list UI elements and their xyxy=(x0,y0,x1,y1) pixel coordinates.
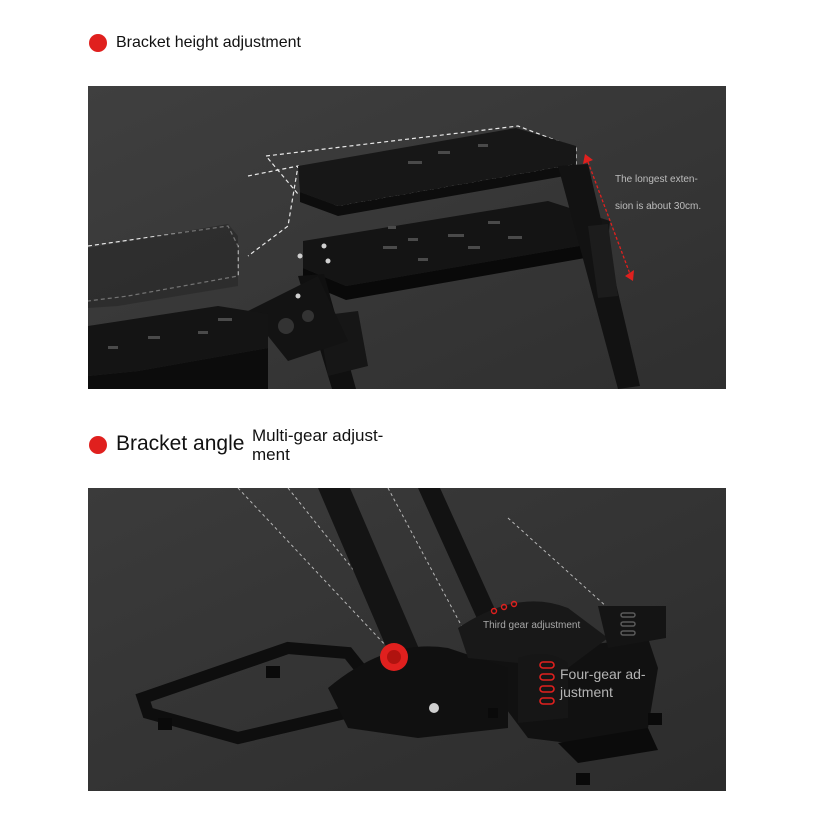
bullet-dot-icon xyxy=(89,34,107,52)
sub-heading-line1: Multi-gear adjust- xyxy=(252,426,384,445)
four-gear-annotation-line2: justment xyxy=(560,684,613,700)
bullet-dot-icon xyxy=(89,436,107,454)
four-gear-annotation-line1: Four-gear ad- xyxy=(560,666,646,682)
extension-annotation-line2: sion is about 30cm. xyxy=(615,201,702,212)
third-gear-annotation: Third gear adjustment xyxy=(483,620,581,631)
section-heading-height: Bracket height adjustment xyxy=(116,34,301,51)
height-adjustment-photo xyxy=(88,86,726,389)
extension-annotation-line1: The longest exten- xyxy=(615,174,698,185)
angle-adjustment-photo xyxy=(88,488,726,791)
section-heading-angle: Bracket angle xyxy=(116,432,245,455)
sub-heading-line2: ment xyxy=(252,445,290,464)
